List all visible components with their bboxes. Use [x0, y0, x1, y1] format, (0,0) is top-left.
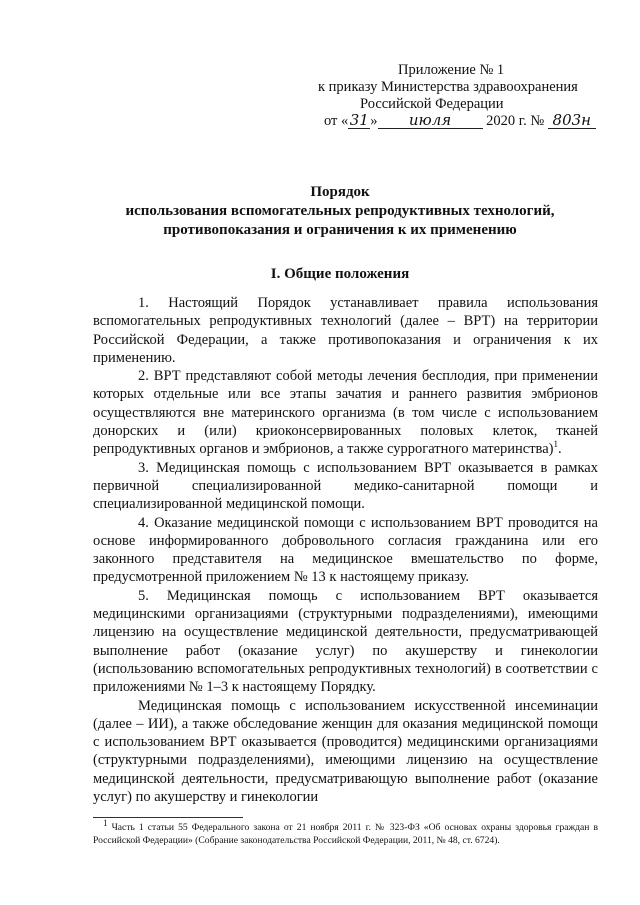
paragraph-3 [93, 459, 598, 514]
title-line-3: противопоказания и ограничения к их применению [163, 222, 517, 238]
annex-line-1: Приложение № 1 [398, 62, 505, 78]
section-heading: I. Общие положения [270, 266, 410, 282]
paragraph-4 [93, 514, 598, 587]
annex-date-line [300, 113, 600, 130]
annex-header [300, 62, 600, 130]
paragraph-1 [93, 294, 598, 367]
title-line-1: Порядок [310, 184, 370, 200]
paragraph-5 [93, 587, 598, 697]
document-title [80, 183, 600, 240]
paragraph-5-text: 5. Медицинская помощь с использованием ВРТ оказывается медицинскими организациями (структурными подразделениями), имеющими лицензию на осуществление медицинской деятельности, предусматривающей выполнение работ (оказание услуг) по акушерству и гинекологии (использованию вспомогательных репродуктивных технологий) в соответствии с приложениями № 1–3 к настоящему Порядку. [93, 587, 598, 696]
paragraph-2-text: 2. ВРТ представляют собой методы лечения бесплодия, при применении которых отдельные или все этапы зачатия и раннего развития эмбрионов осуществляются вне материнского организма (в том числе с использованием донорских и (или) криоконсервированных половых клеток, тканей репродуктивных органов и эмбрионов, а также суррогатного материнства) [93, 368, 598, 458]
paragraph-6-text: Медицинская помощь с использованием искусственной инсеминации (далее – ИИ), а также обследование женщин для оказания медицинской помощи с использованием ВРТ оказывается (проводится) медицинскими организациями (структурными подразделениями), имеющими лицензию на осуществление медицинской деятельности, предусматривающую выполнение работ (оказание услуг) по акушерству и гинекологии [93, 697, 598, 806]
paragraph-1-text: 1. Настоящий Порядок устанавливает правила использования вспомогательных репродуктивных технологий (далее – ВРТ) на территории Российской Федерации, а также противопоказания и ограничения к их применению. [93, 295, 598, 366]
annex-line-2: к приказу Министерства здравоохранения [318, 79, 578, 95]
handwritten-order-number: 803н [548, 113, 596, 129]
paragraph-2-tail: . [557, 441, 562, 458]
footnote-text: Часть 1 статьи 55 Федерального закона от 21 ноября 2011 г. № 323-ФЗ «Об основах охраны здоровья граждан в Российской Федерации» (Собрание законодательства Российской Федерации, 2011, № 48, ст. 6724). [93, 822, 598, 846]
date-prefix: от « [324, 113, 349, 129]
date-mid: » [370, 113, 378, 129]
paragraph-2 [93, 367, 598, 458]
annex-line-3: Российской Федерации [360, 96, 504, 112]
footnote-mark: 1 [103, 817, 108, 828]
footnote [93, 817, 598, 847]
paragraph-6 [93, 697, 598, 807]
footnote-divider [93, 817, 243, 818]
year-number-label: 2020 г. № [486, 113, 545, 129]
footnote-ref: 1 [553, 439, 558, 450]
handwritten-month: июля [378, 113, 483, 129]
paragraph-4-text: 4. Оказание медицинской помощи с использованием ВРТ проводится на основе информированного добровольного согласия гражданина или его законного представителя на медицинское вмешательство по форме, предусмотренной приложением № 13 к настоящему приказу. [93, 514, 598, 586]
paragraph-3-text: 3. Медицинская помощь с использованием ВРТ оказывается в рамках первичной специализированной медико-санитарной помощи и специализированной медицинской помощи. [93, 459, 598, 513]
document-body [93, 294, 598, 806]
title-line-2: использования вспомогательных репродуктивных технологий, [125, 203, 555, 219]
handwritten-day: 31 [349, 111, 369, 129]
